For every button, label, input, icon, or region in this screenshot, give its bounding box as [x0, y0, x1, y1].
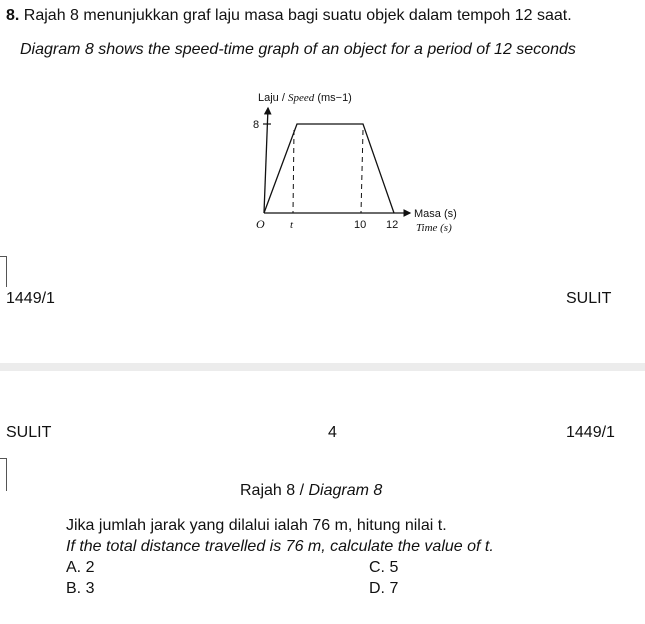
diagram-caption: Rajah 8 / Diagram 8: [240, 482, 383, 499]
page-number: 4: [328, 424, 337, 441]
x-tick-12: 12: [386, 219, 399, 231]
footer-status: SULIT: [566, 290, 612, 307]
header-code: 1449/1: [566, 424, 615, 441]
option-a[interactable]: A. 2: [66, 559, 95, 576]
dashed-t: [293, 130, 294, 213]
page-break: [0, 363, 645, 371]
y-tick-label: 8: [253, 119, 260, 131]
option-c[interactable]: C. 5: [369, 559, 399, 576]
footer-code: 1449/1: [6, 290, 55, 307]
x-label-english: Time (s): [416, 222, 452, 234]
option-d[interactable]: D. 7: [369, 580, 399, 597]
speed-line: [264, 124, 394, 213]
question-number: 8.: [6, 7, 20, 24]
speed-time-graph: [230, 80, 490, 240]
origin-label: O: [256, 217, 265, 231]
question-english: Diagram 8 shows the speed-time graph of an object for a period of 12 seconds: [20, 41, 576, 58]
page-corner-mark: [0, 256, 7, 287]
header-status: SULIT: [6, 424, 52, 441]
x-tick-t: t: [290, 219, 294, 231]
page-corner-mark: [0, 458, 7, 491]
dashed-10: [361, 130, 363, 213]
y-label: Laju / Speed (ms−1): [258, 92, 352, 104]
prompt-english: If the total distance travelled is 76 m, calculate the value of t.: [66, 538, 494, 555]
option-b[interactable]: B. 3: [66, 580, 95, 597]
x-label-malay: Masa (s): [414, 208, 457, 220]
question-malay: [6, 7, 572, 25]
question-malay-text: Rajah 8 menunjukkan graf laju masa bagi suatu objek dalam tempoh 12 saat.: [23, 7, 572, 24]
x-tick-10: 10: [354, 219, 367, 231]
prompt-malay: Jika jumlah jarak yang dilalui ialah 76 m, hitung nilai t.: [66, 517, 447, 534]
